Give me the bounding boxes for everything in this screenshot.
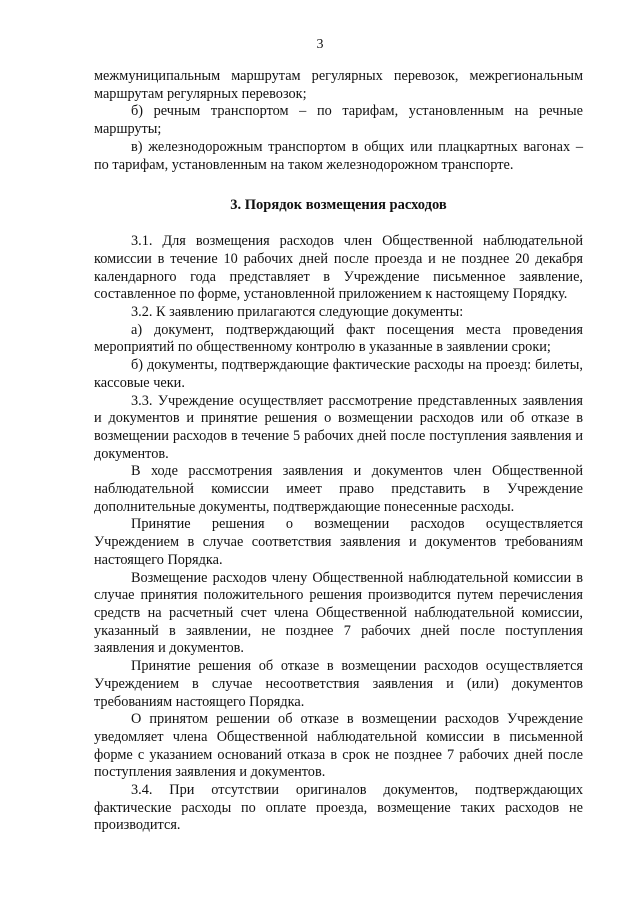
paragraph-river-transport: б) речным транспортом – по тарифам, установленным на речные маршруты; bbox=[94, 103, 583, 138]
paragraph-reimbursement-transfer: Возмещение расходов члену Общественной наблюдательной комиссии в случае принятия положительного решения производится путем перечисления средств на расчетный счет члена Общественной наблюдательной комиссии, указанный в заявлении, не позднее 7 рабочих дней после поступления заявления и документов. bbox=[94, 569, 583, 657]
page-number: 3 bbox=[316, 37, 324, 52]
paragraph-3-2-b: б) документы, подтверждающие фактические расходы на проезд: билеты, кассовые чеки. bbox=[94, 357, 583, 391]
paragraph-3-2-a: а) документ, подтверждающий факт посещения места проведения мероприятий по общественному контролю в указанные в заявлении сроки; bbox=[94, 321, 583, 356]
section-heading: 3. Порядок возмещения расходов bbox=[230, 197, 447, 214]
document-body bbox=[94, 68, 583, 835]
paragraph-3-2: 3.2. К заявлению прилагаются следующие документы: bbox=[131, 304, 464, 321]
paragraph-intro-continuation: межмуниципальным маршрутам регулярных перевозок, межрегиональным маршрутам регулярных перевозок; bbox=[94, 68, 583, 102]
paragraph-3-4: 3.4. При отсутствии оригиналов документов, подтверждающих фактические расходы по оплате проезда, возмещение таких расходов не производится. bbox=[94, 782, 583, 834]
paragraph-3-1: 3.1. Для возмещения расходов член Общественной наблюдательной комиссии в течение 10 рабочих дней после проезда и не позднее 20 декабря календарного года представляет в Учреждение письменное заявление, составленное по форме, установленной приложением к настоящему Порядку. bbox=[94, 233, 583, 303]
paragraph-rail-transport: в) железнодорожным транспортом в общих или плацкартных вагонах – по тарифам, установленным на таком железнодорожном транспорте. bbox=[94, 138, 583, 173]
paragraph-additional-docs: В ходе рассмотрения заявления и документов член Общественной наблюдательной комиссии имеет право представить в Учреждение дополнительные документы, подтверждающие понесенные расходы. bbox=[94, 463, 583, 515]
paragraph-decision-approval: Принятие решения о возмещении расходов осуществляется Учреждением в случае соответствия заявления и документов требованиям настоящего Порядка. bbox=[94, 516, 583, 568]
paragraph-refusal-notification: О принятом решении об отказе в возмещении расходов Учреждение уведомляет члена Общественной наблюдательной комиссии в письменной форме с указанием оснований отказа в срок не позднее 7 рабочих дней после поступления заявления и документов. bbox=[94, 711, 583, 781]
paragraph-3-3: 3.3. Учреждение осуществляет рассмотрение представленных заявления и документов и принятие решения о возмещении расходов или об отказе в возмещении расходов в течение 5 рабочих дней после поступления заявления и документов. bbox=[94, 392, 583, 462]
paragraph-decision-refusal: Принятие решения об отказе в возмещении расходов осуществляется Учреждением в случае несоответствия заявления и (или) документов требованиям настоящего Порядка. bbox=[94, 658, 583, 710]
